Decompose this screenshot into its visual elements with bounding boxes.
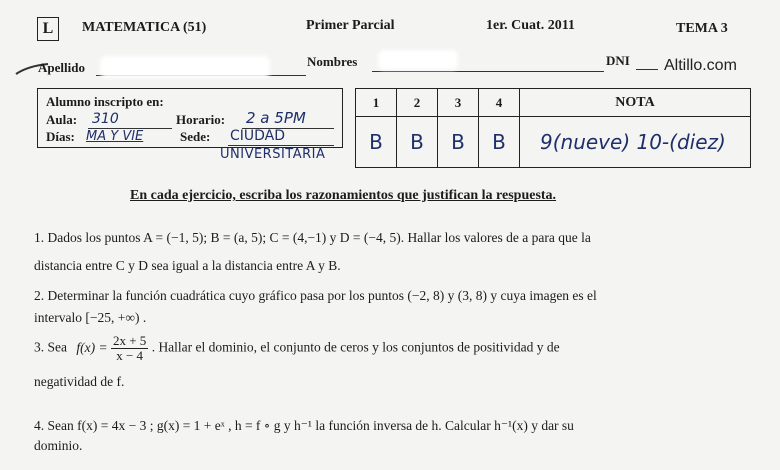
grade-value-cell: B	[356, 117, 397, 168]
nombres-line	[372, 70, 604, 72]
dias-label: Días:	[46, 129, 75, 144]
question-2-line-2: intervalo [−25, +∞) .	[34, 310, 147, 325]
grade-table	[355, 88, 751, 168]
grade-header-cell: 4	[479, 89, 520, 117]
sede-label: Sede:	[180, 129, 211, 144]
grade-header-cell: 1	[356, 89, 397, 117]
aula-label: Aula:	[46, 112, 78, 127]
grade-value-cell: B	[397, 117, 438, 168]
nota-header-cell: NOTA	[520, 89, 751, 117]
question-4-line-1: 4. Sean f(x) = 4x − 3 ; g(x) = 1 + eˣ , h = f ∘ g y h⁻¹ la función inversa de h. Calcular h⁻¹(x) y dar su	[34, 418, 574, 433]
question-3-line-1	[34, 334, 560, 363]
student-box-title: Alumno inscripto en:	[46, 94, 164, 109]
exam-term: 1er. Cuat. 2011	[486, 18, 575, 33]
grade-header-cell: 3	[438, 89, 479, 117]
student-info-box	[37, 88, 343, 148]
exam-type: Primer Parcial	[306, 18, 395, 33]
question-3-rest: . Hallar el dominio, el conjunto de ceros y los conjuntos de positividad y de	[151, 339, 560, 355]
sede-value-1: CIUDAD	[230, 128, 286, 144]
grade-value-row	[356, 117, 751, 168]
question-1-line-1: 1. Dados los puntos A = (−1, 5); B = (a, 5); C = (4,−1) y D = (−4, 5). Hallar los valores de a para que la	[34, 230, 591, 245]
question-4-line-2: dominio.	[34, 438, 83, 453]
fraction-numerator: 2x + 5	[112, 333, 147, 348]
instruction-text: En cada ejercicio, escriba los razonamientos que justifican la respuesta.	[130, 188, 557, 203]
sede-value-2: UNIVERSITARIA	[220, 147, 326, 162]
exam-letter: L	[42, 20, 54, 37]
exam-theme: TEMA 3	[676, 21, 728, 36]
question-3-fraction	[111, 334, 148, 363]
aula-value: 310	[92, 111, 119, 127]
apellido-label: Apellido	[38, 60, 85, 75]
dni-line	[636, 68, 658, 70]
horario-label: Horario:	[176, 112, 226, 127]
horario-value: 2 a 5PM	[246, 109, 306, 127]
nombres-label: Nombres	[307, 54, 358, 69]
dni-label: DNI	[606, 53, 630, 68]
subject-title: MATEMATICA (51)	[82, 20, 207, 35]
grade-header-cell: 2	[397, 89, 438, 117]
apellido-redaction	[100, 56, 270, 78]
question-3-line-2: negatividad de f.	[34, 374, 125, 389]
dias-value: MA Y VIE	[86, 129, 144, 144]
grade-header-row	[356, 89, 751, 117]
question-3-function: f(x) =	[76, 339, 108, 355]
question-2-line-1: 2. Determinar la función cuadrática cuyo gráfico pasa por los puntos (−2, 8) y (3, 8) y cuya imagen es el	[34, 288, 597, 303]
fraction-denominator: x − 4	[116, 348, 144, 363]
question-3-prefix: 3. Sea	[34, 339, 67, 355]
grade-value-cell: B	[479, 117, 520, 168]
watermark-text: Altillo.com	[664, 57, 737, 74]
nota-value-cell: 9(nueve) 10-(diez)	[520, 117, 751, 168]
grade-value-cell: B	[438, 117, 479, 168]
question-1-line-2: distancia entre C y D sea igual a la distancia entre A y B.	[34, 258, 341, 273]
nombres-redaction	[378, 50, 458, 70]
sede-line	[228, 144, 334, 146]
exam-letter-box	[37, 17, 59, 41]
